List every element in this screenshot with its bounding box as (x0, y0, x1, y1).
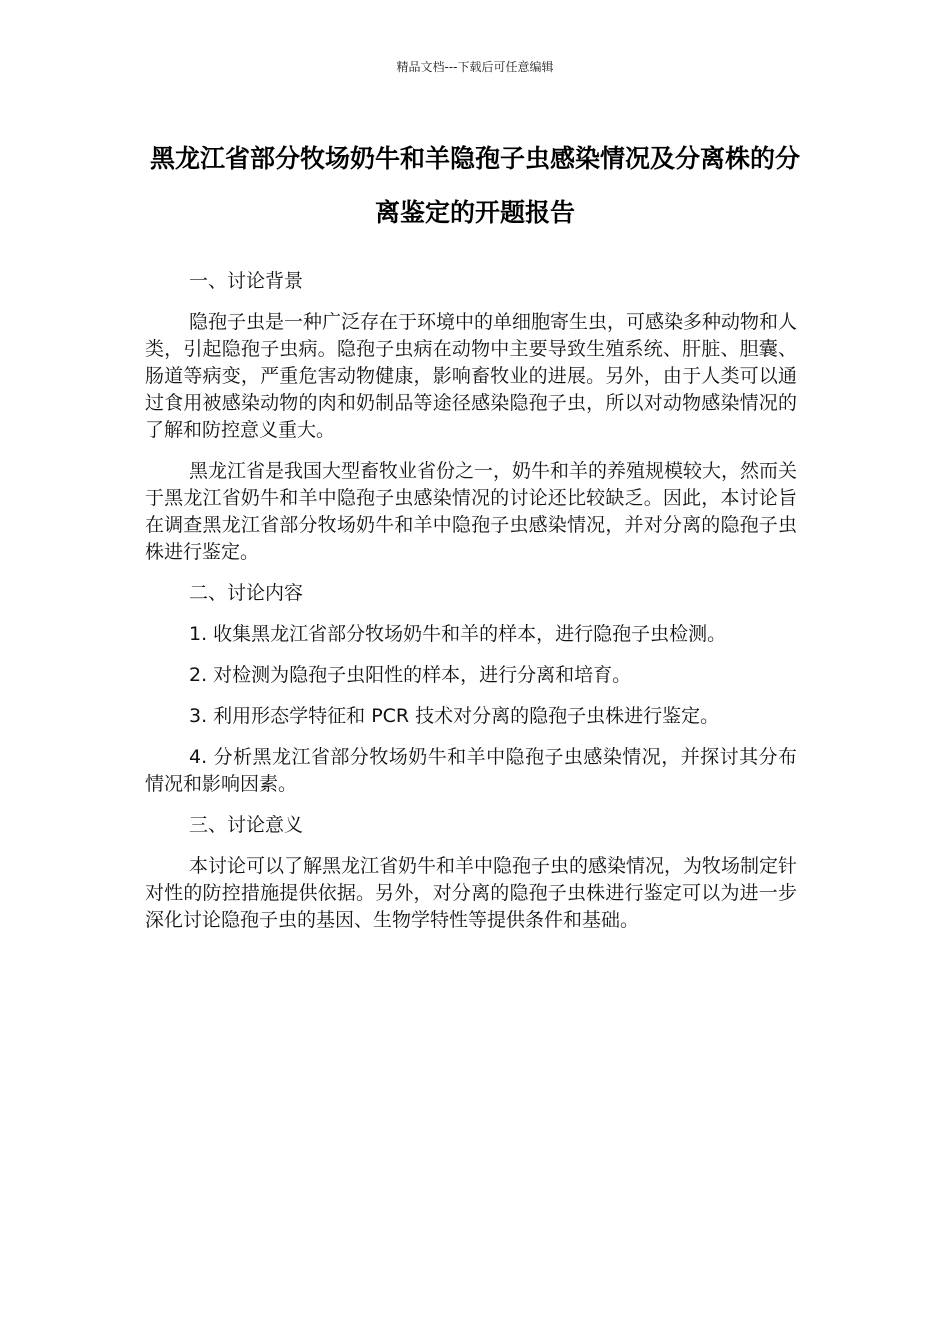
header-note: 精品文档---下载后可任意编辑 (396, 60, 554, 74)
paragraph-background-2: 黑龙江省是我国大型畜牧业省份之一，奶牛和羊的养殖规模较大，然而关于黑龙江省奶牛和羊中隐孢子虫感染情况的讨论还比较缺乏。因此，本讨论旨在调查黑龙江省部分牧场奶牛和羊中隐孢子虫感染情况，并对分离的隐孢子虫株进行鉴定。 (145, 460, 798, 563)
section-heading-background: 一、讨论背景 (189, 270, 304, 292)
content-item-3: 3. 利用形态学特征和 PCR 技术对分离的隐孢子虫株进行鉴定。 (189, 705, 720, 727)
document-title: 黑龙江省部分牧场奶牛和羊隐孢子虫感染情况及分离株的分离鉴定的开题报告 (149, 144, 800, 227)
content-item-2: 2. 对检测为隐孢子虫阳性的样本，进行分离和培育。 (189, 664, 632, 686)
paragraph-background-1: 隐孢子虫是一种广泛存在于环境中的单细胞寄生虫，可感染多种动物和人类，引起隐孢子虫病。隐孢子虫病在动物中主要导致生殖系统、肝脏、胆囊、肠道等病变，严重危害动物健康，影响畜牧业的进展。另外，由于人类可以通过食用被感染动物的肉和奶制品等途径感染隐孢子虫，所以对动物感染情况的了解和防控意义重大。 (145, 311, 798, 441)
paragraph-significance-1: 本讨论可以了解黑龙江省奶牛和羊中隐孢子虫的感染情况，为牧场制定针对性的防控措施提供依据。另外，对分离的隐孢子虫株进行鉴定可以为进一步深化讨论隐孢子虫的基因、生物学特性等提供条件和基础。 (145, 855, 798, 931)
content-item-4: 4. 分析黑龙江省部分牧场奶牛和羊中隐孢子虫感染情况，并探讨其分布情况和影响因素。 (145, 746, 797, 795)
content-item-1: 1. 收集黑龙江省部分牧场奶牛和羊的样本，进行隐孢子虫检测。 (189, 623, 727, 645)
section-heading-content: 二、讨论内容 (189, 582, 304, 604)
section-heading-significance: 三、讨论意义 (189, 814, 304, 836)
document-body (145, 268, 797, 948)
